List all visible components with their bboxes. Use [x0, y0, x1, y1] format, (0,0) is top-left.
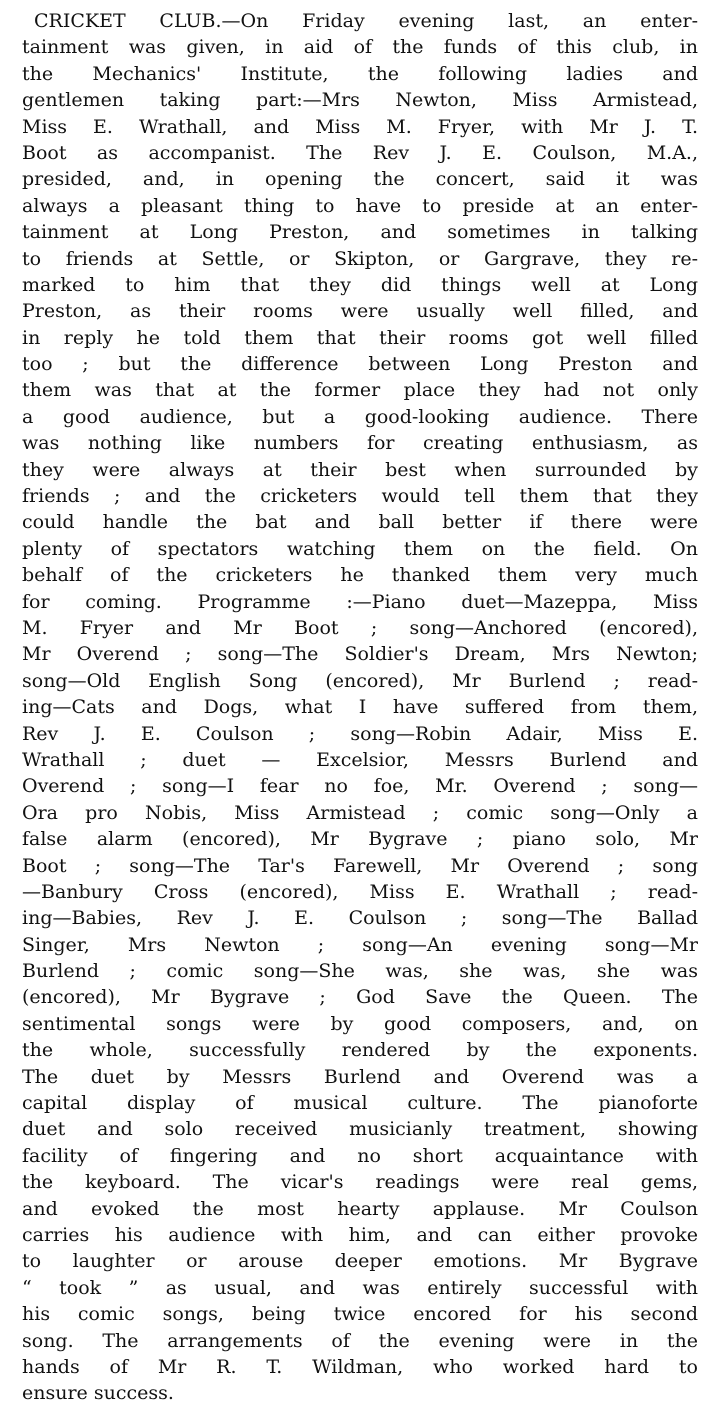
- article-line: Boot as accompanist. The Rev J. E. Coulson, M.A.,: [22, 141, 698, 164]
- article-line: for coming. Programme :—Piano duet—Mazeppa, Miss: [22, 590, 698, 613]
- article-line: Rev J. E. Coulson ; song—Robin Adair, Miss E.: [22, 722, 698, 745]
- article-line: in reply he told them that their rooms got well filled: [22, 326, 698, 349]
- article-line: duet and solo received musicianly treatment, showing: [22, 1118, 698, 1141]
- article-line: Burlend ; comic song—She was, she was, she was: [22, 960, 698, 983]
- article-line: his comic songs, being twice encored for his second: [22, 1303, 698, 1326]
- article-line: ensure success.: [22, 1382, 174, 1405]
- article-line: song—Old English Song (encored), Mr Burlend ; read-: [22, 669, 698, 692]
- article-line: the keyboard. The vicar's readings were real gems,: [22, 1171, 698, 1194]
- article-line: friends ; and the cricketers would tell them that they: [22, 485, 698, 508]
- article-line: CRICKET CLUB.—On Friday evening last, an enter-: [34, 10, 698, 32]
- article-line: and evoked the most hearty applause. Mr Coulson: [22, 1197, 698, 1220]
- article-line: Boot ; song—The Tar's Farewell, Mr Overend ; song: [22, 854, 698, 877]
- article-line: Preston, as their rooms were usually well filled, and: [22, 300, 698, 323]
- article-line: “ took ” as usual, and was entirely successful with: [22, 1276, 698, 1299]
- article-line: (encored), Mr Bygrave ; God Save the Queen. The: [22, 986, 698, 1009]
- newspaper-article: [22, 8, 698, 1407]
- article-line: Miss E. Wrathall, and Miss M. Fryer, with Mr J. T.: [22, 115, 698, 138]
- article-line: Mr Overend ; song—The Soldier's Dream, Mrs Newton;: [22, 643, 698, 666]
- article-line: tainment was given, in aid of the funds of this club, in: [22, 36, 698, 59]
- article-line: they were always at their best when surrounded by: [22, 458, 698, 481]
- article-line: capital display of musical culture. The pianoforte: [22, 1092, 698, 1115]
- article-line: Overend ; song—I fear no foe, Mr. Overend ; song—: [22, 775, 698, 798]
- article-line: song. The arrangements of the evening were in the: [22, 1329, 698, 1352]
- article-line: the Mechanics' Institute, the following ladies and: [22, 62, 698, 85]
- article-line: carries his audience with him, and can either provoke: [22, 1223, 698, 1246]
- article-line: gentlemen taking part:—Mrs Newton, Miss Armistead,: [22, 89, 698, 112]
- article-line: too ; but the difference between Long Preston and: [22, 353, 698, 376]
- article-line: to friends at Settle, or Skipton, or Gargrave, they re-: [22, 247, 698, 270]
- article-line: hands of Mr R. T. Wildman, who worked hard to: [22, 1355, 698, 1378]
- article-line: —Banbury Cross (encored), Miss E. Wrathall ; read-: [22, 880, 698, 903]
- article-line: M. Fryer and Mr Boot ; song—Anchored (encored),: [22, 616, 698, 639]
- article-line: could handle the bat and ball better if there were: [22, 511, 698, 534]
- article-line: ing—Babies, Rev J. E. Coulson ; song—The Ballad: [22, 907, 698, 930]
- article-line: Ora pro Nobis, Miss Armistead ; comic song—Only a: [22, 801, 698, 824]
- article-line: them was that at the former place they had not only: [22, 379, 698, 402]
- article-line: tainment at Long Preston, and sometimes in talking: [22, 221, 698, 244]
- article-line: the whole, successfully rendered by the exponents.: [22, 1039, 698, 1062]
- article-line: a good audience, but a good-looking audience. There: [22, 405, 698, 428]
- article-line: behalf of the cricketers he thanked them very much: [22, 564, 698, 587]
- article-line: Singer, Mrs Newton ; song—An evening song—Mr: [22, 933, 698, 956]
- article-line: Wrathall ; duet — Excelsior, Messrs Burlend and: [22, 748, 698, 771]
- article-line: false alarm (encored), Mr Bygrave ; piano solo, Mr: [22, 828, 698, 851]
- article-line: marked to him that they did things well at Long: [22, 273, 698, 296]
- article-line: The duet by Messrs Burlend and Overend was a: [22, 1065, 698, 1088]
- article-line: sentimental songs were by good composers, and, on: [22, 1012, 698, 1035]
- article-line: plenty of spectators watching them on the field. On: [22, 537, 698, 560]
- article-line: facility of fingering and no short acquaintance with: [22, 1144, 698, 1167]
- article-line: always a pleasant thing to have to preside at an enter-: [22, 194, 698, 217]
- article-line: ing—Cats and Dogs, what I have suffered from them,: [22, 696, 698, 719]
- article-line: to laughter or arouse deeper emotions. Mr Bygrave: [22, 1250, 698, 1273]
- article-line: was nothing like numbers for creating enthusiasm, as: [22, 432, 698, 455]
- article-line: presided, and, in opening the concert, said it was: [22, 168, 698, 191]
